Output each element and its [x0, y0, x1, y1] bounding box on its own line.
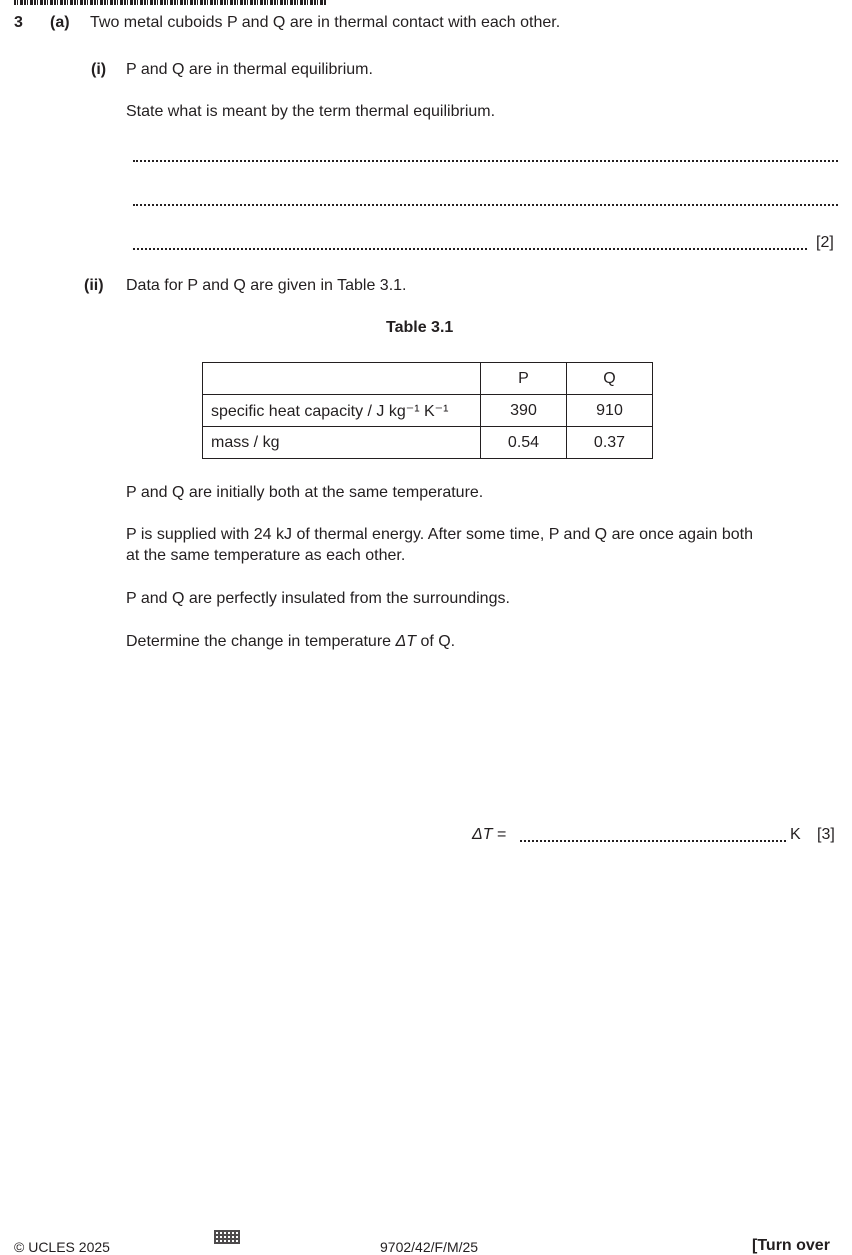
paragraph-energy-line-1: P is supplied with 24 kJ of thermal energy. After some time, P and Q are once again both [126, 526, 754, 543]
answer-equals: = [492, 826, 507, 843]
table-header-empty [203, 363, 481, 395]
answer-line-1[interactable] [133, 160, 838, 162]
sub-i-text: P and Q are in thermal equilibrium. [126, 61, 373, 78]
table-header-p: P [481, 363, 567, 395]
paragraph-determine [126, 634, 455, 650]
paragraph-insulated: P and Q are perfectly insulated from the surroundings. [126, 590, 510, 607]
row-label-specific-heat: specific heat capacity / J kg⁻¹ K⁻¹ [203, 395, 481, 427]
cell-q-mass: 0.37 [567, 427, 653, 459]
table-header-row [203, 363, 653, 395]
delta-t-symbol: ΔT [395, 633, 416, 650]
footer-paper-code: 9702/42/F/M/25 [380, 1239, 479, 1255]
part-a-text: Two metal cuboids P and Q are in thermal contact with each other. [90, 14, 561, 31]
cell-p-specific-heat: 390 [481, 395, 567, 427]
part-a-label: (a) [50, 14, 70, 31]
question-number: 3 [14, 14, 23, 31]
answer-line-2[interactable] [133, 204, 838, 206]
sub-i-label: (i) [91, 61, 107, 78]
footer-qr-code [214, 1230, 240, 1244]
sub-i-prompt: State what is meant by the term thermal equilibrium. [126, 103, 496, 120]
answer-field-delta-t[interactable] [520, 840, 786, 842]
footer-copyright: © UCLES 2025 [14, 1239, 110, 1255]
table-row [203, 395, 653, 427]
sub-i-marks: [2] [816, 234, 834, 251]
cell-q-specific-heat: 910 [567, 395, 653, 427]
table-header-q: Q [567, 363, 653, 395]
answer-delta-t: ΔT [472, 826, 493, 843]
determine-suffix: of Q. [416, 633, 456, 650]
answer-unit: K [790, 826, 801, 843]
sub-ii-text: Data for P and Q are given in Table 3.1. [126, 277, 407, 294]
paragraph-initial-temperature: P and Q are initially both at the same temperature. [126, 484, 484, 501]
data-table [202, 362, 653, 459]
header-barcode [14, 0, 326, 5]
answer-marks: [3] [817, 826, 835, 843]
table-title: Table 3.1 [386, 319, 454, 336]
paragraph-energy-line-2: at the same temperature as each other. [126, 547, 406, 564]
determine-prefix: Determine the change in temperature [126, 633, 396, 650]
sub-ii-label: (ii) [84, 277, 104, 294]
footer-turn-over: [Turn over [752, 1237, 830, 1254]
row-label-mass: mass / kg [203, 427, 481, 459]
answer-label [472, 827, 506, 843]
cell-p-mass: 0.54 [481, 427, 567, 459]
table-row [203, 427, 653, 459]
answer-line-3[interactable] [133, 248, 807, 250]
